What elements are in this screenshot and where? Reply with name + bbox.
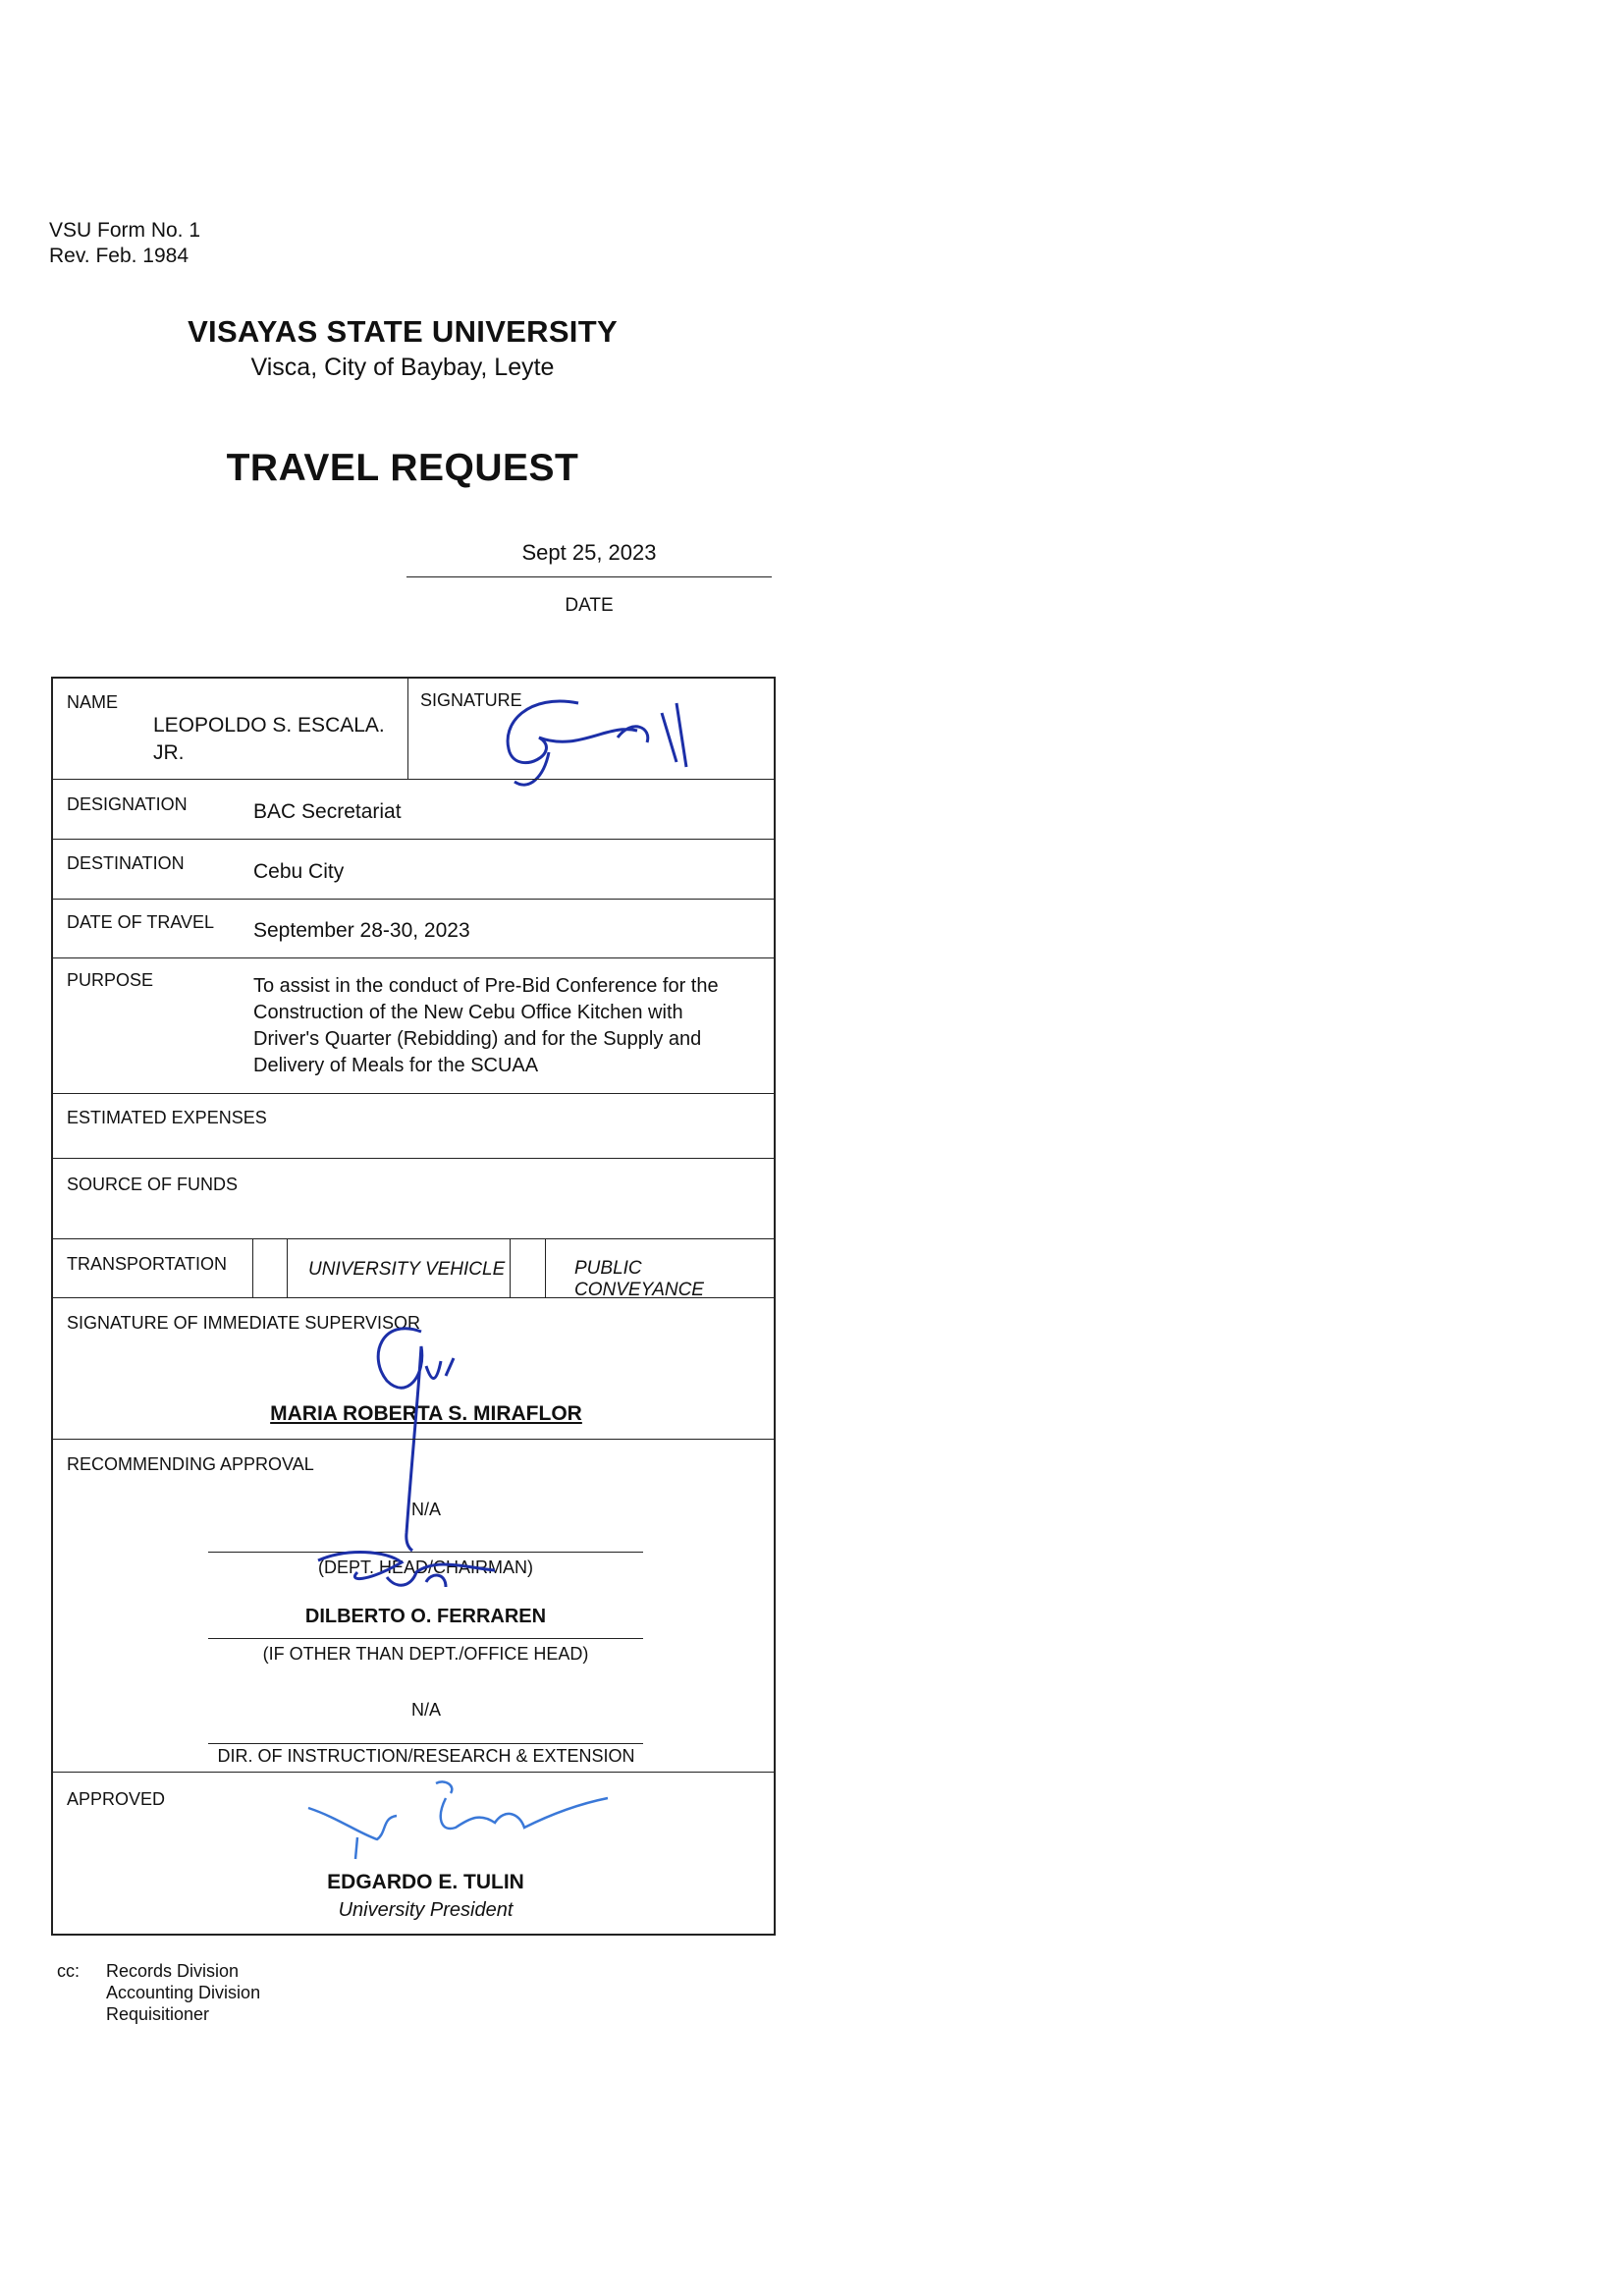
university-address: Visca, City of Baybay, Leyte: [250, 354, 555, 381]
approved-label: APPROVED: [67, 1789, 166, 1809]
row-divider-7: [53, 1238, 774, 1239]
row-divider-2: [53, 839, 774, 840]
cc-item: Accounting Division: [106, 1983, 261, 2002]
date-of-travel-value: September 28-30, 2023: [253, 919, 470, 942]
supervisor-signature: [328, 1307, 485, 1562]
cc-list: [106, 1960, 260, 2025]
transport-divider-3: [510, 1238, 511, 1297]
row-divider-5: [53, 1093, 774, 1094]
name-divider: [407, 679, 408, 779]
date-of-travel-label: DATE OF TRAVEL: [67, 912, 215, 932]
row-divider-10: [53, 1772, 774, 1773]
row-divider-8: [53, 1297, 774, 1298]
form-rev-text: Rev. Feb. 1984: [49, 245, 189, 267]
designation-value: BAC Secretariat: [253, 800, 402, 823]
recommender-name: DILBERTO O. FERRAREN: [304, 1606, 547, 1627]
director-na: N/A: [410, 1700, 441, 1720]
approver-title: University President: [338, 1899, 514, 1921]
cc-item: Requisitioner: [106, 2004, 210, 2024]
recommending-na: N/A: [410, 1500, 441, 1519]
requester-signature: [470, 683, 726, 811]
signature-label: SIGNATURE: [420, 690, 522, 710]
university-vehicle-option: UNIVERSITY VEHICLE: [308, 1259, 506, 1280]
destination-value: Cebu City: [253, 860, 345, 883]
other-head-label: (IF OTHER THAN DEPT./OFFICE HEAD): [262, 1644, 589, 1664]
transport-divider-2: [287, 1238, 288, 1297]
approver-signature: [298, 1778, 613, 1877]
date-underline: [406, 576, 772, 577]
date-label: DATE: [565, 595, 614, 616]
document-title: TRAVEL REQUEST: [226, 447, 579, 489]
row-divider-1: [53, 779, 774, 780]
approver-name: EDGARDO E. TULIN: [327, 1871, 524, 1893]
designation-label: DESIGNATION: [67, 794, 188, 814]
supervisor-label: SIGNATURE OF IMMEDIATE SUPERVISOR: [67, 1313, 421, 1333]
row-divider-9: [53, 1439, 774, 1440]
row-divider-4: [53, 957, 774, 958]
other-head-line: [208, 1638, 643, 1639]
purpose-label: PURPOSE: [67, 970, 154, 990]
transportation-label: TRANSPORTATION: [67, 1254, 228, 1274]
destination-label: DESTINATION: [67, 853, 185, 873]
public-conveyance-option: PUBLIC CONVEYANCE: [574, 1258, 704, 1300]
supervisor-name: MARIA ROBERTA S. MIRAFLOR: [270, 1402, 582, 1425]
row-divider-3: [53, 899, 774, 900]
director-line: [208, 1743, 643, 1744]
recommending-approval-label: RECOMMENDING APPROVAL: [67, 1454, 314, 1474]
purpose-value: To assist in the conduct of Pre-Bid Conference for the Construction of the New Cebu Office Kitchen with Driver's Quarter (Rebidding) and for the Supply and Delivery of Meals for the SCUAA: [253, 975, 719, 1076]
request-date: Sept 25, 2023: [521, 540, 657, 565]
source-of-funds-label: SOURCE OF FUNDS: [67, 1175, 239, 1194]
row-divider-6: [53, 1158, 774, 1159]
recommender-signature: [308, 1543, 505, 1612]
university-name: VISAYAS STATE UNIVERSITY: [188, 314, 618, 349]
name-line2: JR.: [153, 741, 185, 764]
name-label: NAME: [67, 692, 119, 712]
cc-item: Records Division: [106, 1961, 240, 1981]
director-label: DIR. OF INSTRUCTION/RESEARCH & EXTENSION: [217, 1746, 635, 1766]
cc-label: cc:: [57, 1961, 81, 1981]
dept-head-label: (DEPT. HEAD/CHAIRMAN): [317, 1558, 533, 1577]
form-number: [49, 218, 200, 269]
name-line1: LEOPOLDO S. ESCALA.: [153, 714, 385, 737]
transport-divider-4: [545, 1238, 546, 1297]
travel-request-form: [51, 677, 776, 1936]
estimated-expenses-label: ESTIMATED EXPENSES: [67, 1108, 267, 1127]
form-no-text: VSU Form No. 1: [49, 219, 201, 242]
transport-divider-1: [252, 1238, 253, 1297]
